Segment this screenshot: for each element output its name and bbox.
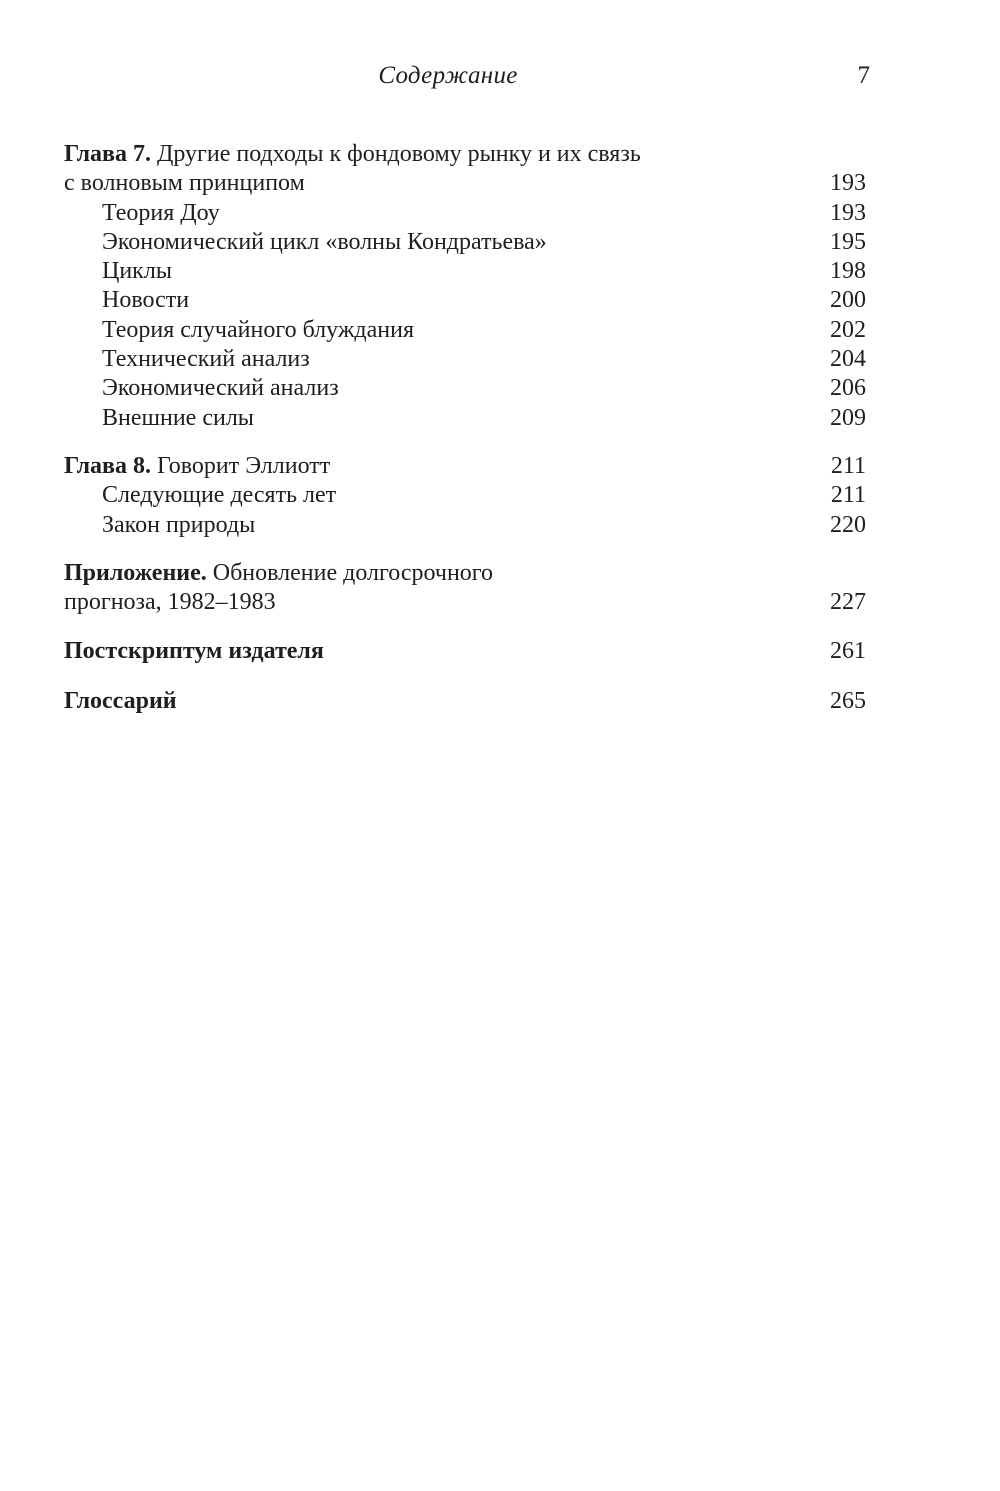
toc-entry-title: Теория случайного блуждания — [102, 316, 415, 343]
chapter-7-label: Глава 7. — [64, 141, 151, 167]
page-number: 7 — [857, 62, 870, 89]
appendix-title-line2: прогноза, 1982–1983 — [64, 589, 276, 616]
toc-entry-economic-analysis[interactable] — [64, 374, 866, 403]
toc-entry-law-of-nature[interactable] — [64, 511, 866, 540]
postscript-title: Постскриптум издателя — [64, 638, 324, 665]
chapter-7-heading[interactable] — [64, 140, 866, 199]
appendix-label: Приложение. — [64, 559, 207, 586]
toc-entry-next-ten-years[interactable] — [64, 481, 866, 510]
chapter-7-group — [64, 140, 866, 433]
glossary-group — [64, 687, 866, 716]
toc-entry-page: 202 — [830, 316, 866, 343]
chapter-7-first-line — [64, 140, 866, 169]
toc-entry-page: 204 — [830, 346, 866, 373]
toc-entry-title: Внешние силы — [102, 404, 254, 431]
toc-entry-glossary[interactable] — [64, 687, 866, 716]
chapter-8-page: 211 — [830, 452, 866, 479]
toc-entry-random-walk[interactable] — [64, 316, 866, 345]
running-head — [0, 62, 1000, 102]
toc-entry-postscript[interactable] — [64, 637, 866, 666]
toc-entry-title: Экономический анализ — [102, 375, 339, 402]
glossary-page: 265 — [830, 687, 866, 714]
chapter-7-title-line1: Другие подходы к фондовому рынку и их связь — [151, 141, 641, 167]
chapter-7-page: 193 — [830, 170, 866, 197]
toc-entry-title: Новости — [102, 287, 190, 314]
toc-entry-page: 193 — [830, 199, 866, 226]
toc-entry-page: 198 — [830, 258, 866, 285]
toc-entry-cycles[interactable] — [64, 257, 866, 286]
toc-entry-title: Экономический цикл «волны Кондратьева» — [102, 228, 547, 255]
toc-entry-page: 211 — [830, 482, 866, 509]
toc-entry-page: 200 — [830, 287, 866, 314]
toc-entry-page: 195 — [830, 228, 866, 255]
toc-entry-kondratieff[interactable] — [64, 228, 866, 257]
toc-entry-dow-theory[interactable] — [64, 199, 866, 228]
toc-entry-title: Закон природы — [102, 511, 256, 538]
toc-entry-news[interactable] — [64, 286, 866, 315]
running-title: Содержание — [378, 62, 518, 89]
toc-entry-title: Следующие десять лет — [102, 482, 337, 509]
postscript-group — [64, 637, 866, 666]
toc-entry-title: Циклы — [102, 258, 172, 285]
toc-entry-title: Технический анализ — [102, 346, 310, 373]
chapter-8-group — [64, 452, 866, 540]
toc-entry-page: 220 — [830, 511, 866, 538]
postscript-page: 261 — [830, 638, 866, 665]
chapter-8-title-text: Говорит Эллиотт — [151, 452, 331, 479]
toc-entry-technical-analysis[interactable] — [64, 345, 866, 374]
appendix-group[interactable] — [64, 559, 866, 618]
toc-entry-page: 209 — [830, 404, 866, 431]
toc-entry-title: Теория Доу — [102, 199, 220, 226]
appendix-second-line — [64, 588, 866, 617]
appendix-title-line1: Обновление долгосрочного — [206, 559, 494, 586]
chapter-8-heading[interactable] — [64, 452, 866, 481]
appendix-page: 227 — [830, 589, 866, 616]
chapter-7-second-line — [64, 169, 866, 198]
appendix-first-line — [64, 559, 866, 588]
toc-entry-exogenous-forces[interactable] — [64, 404, 866, 433]
chapter-8-label: Глава 8. — [64, 452, 151, 479]
glossary-title: Глоссарий — [64, 687, 177, 714]
chapter-7-title-line2: с волновым принципом — [64, 170, 305, 197]
table-of-contents — [64, 140, 866, 716]
chapter-8-title — [64, 452, 818, 481]
toc-entry-page: 206 — [830, 375, 866, 402]
